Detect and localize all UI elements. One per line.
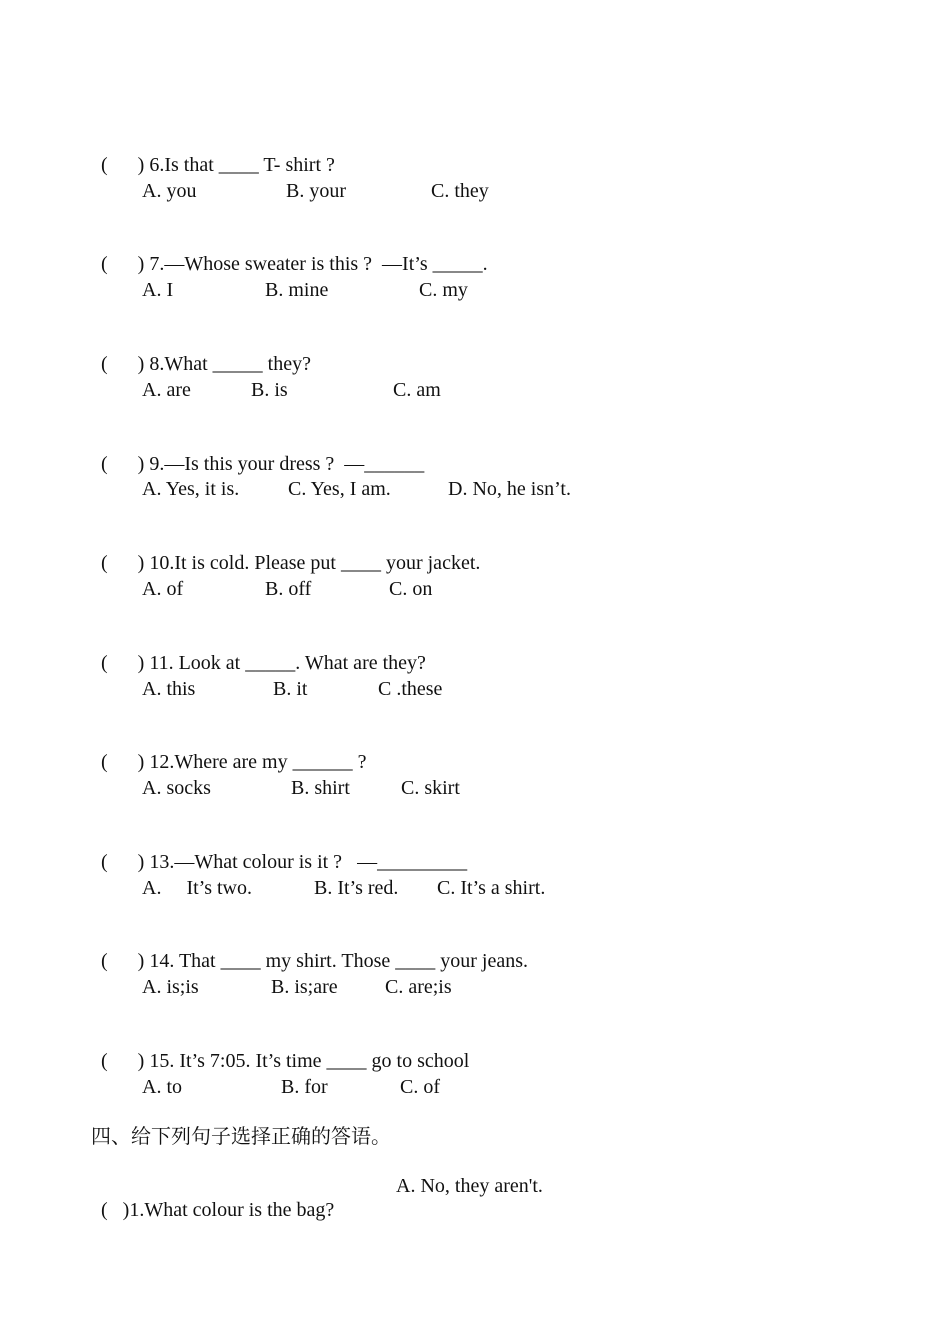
question-text: 13.—What colour is it ? —_________ — [149, 851, 468, 873]
option-a: A. Yes, it is. — [142, 478, 240, 500]
option-c: C. It’s a shirt. — [437, 877, 546, 899]
option-a: A. of — [142, 578, 184, 600]
option-b: B. your — [286, 180, 346, 202]
option-d: D. No, he isn’t. — [448, 478, 571, 500]
option-b: B. is — [251, 379, 288, 401]
options-line — [142, 179, 662, 203]
option-c: C. Yes, I am. — [288, 478, 391, 500]
option-a: A. is;is — [142, 976, 199, 998]
option-c: C. they — [431, 180, 489, 202]
answer-bracket[interactable]: ( ) — [101, 950, 150, 972]
option-b: B. It’s red. — [314, 877, 399, 899]
answer-bracket[interactable]: ( ) — [101, 1050, 150, 1072]
options-line — [142, 577, 662, 601]
option-c: C. am — [393, 379, 441, 401]
options-line — [142, 278, 662, 302]
question-text: 6.Is that ____ T- shirt ? — [149, 154, 335, 176]
option-a: A. I — [142, 279, 174, 301]
option-a: A. this — [142, 678, 196, 700]
option-c: C. skirt — [401, 777, 460, 799]
options-line — [142, 477, 662, 501]
section-heading: 四、给下列句子选择正确的答语。 — [91, 1124, 391, 1148]
question-text: 15. It’s 7:05. It’s time ____ go to school — [149, 1050, 470, 1072]
answer-bracket[interactable]: ( ) — [101, 652, 150, 674]
option-b: B. off — [265, 578, 312, 600]
options-line — [142, 1075, 662, 1099]
option-b: B. is;are — [271, 976, 338, 998]
option-b: B. shirt — [291, 777, 350, 799]
option-b: B. mine — [265, 279, 329, 301]
match-question-text: 1.What colour is the bag? — [129, 1199, 335, 1221]
option-a: A. you — [142, 180, 197, 202]
option-a: A. It’s two. — [142, 877, 252, 899]
question-line — [91, 826, 467, 874]
question-text: 10.It is cold. Please put ____ your jacket. — [149, 552, 481, 574]
option-c: C. of — [400, 1076, 440, 1098]
option-a: A. to — [142, 1076, 182, 1098]
question-line — [91, 129, 335, 177]
answer-bracket[interactable]: ( ) — [101, 453, 150, 475]
options-line — [142, 876, 662, 900]
option-b: B. for — [281, 1076, 328, 1098]
answer-bracket[interactable]: ( ) — [101, 851, 150, 873]
match-answer-option: A. No, they aren't. — [396, 1175, 543, 1197]
question-text: 11. Look at _____. What are they? — [149, 652, 426, 674]
options-line — [142, 378, 662, 402]
question-text: 14. That ____ my shirt. Those ____ your jeans. — [149, 950, 528, 972]
option-a: A. are — [142, 379, 191, 401]
options-line — [142, 975, 662, 999]
option-c: C. on — [389, 578, 433, 600]
option-c: C. are;is — [385, 976, 452, 998]
answer-bracket[interactable]: ( ) — [101, 253, 150, 275]
question-text: 7.—Whose sweater is this ? —It’s _____. — [149, 253, 488, 275]
question-line — [91, 428, 424, 476]
option-c: C .these — [378, 678, 443, 700]
question-text: 9.—Is this your dress ? —______ — [149, 453, 425, 475]
question-text: 12.Where are my ______ ? — [149, 751, 367, 773]
answer-bracket[interactable]: ( ) — [101, 353, 150, 375]
question-line — [91, 527, 480, 575]
question-line — [91, 627, 426, 675]
option-c: C. my — [419, 279, 468, 301]
options-line — [142, 776, 662, 800]
question-line — [91, 1025, 469, 1073]
question-line — [91, 328, 311, 376]
question-text: 8.What _____ they? — [149, 353, 311, 375]
options-line — [142, 677, 662, 701]
answer-bracket[interactable]: ( ) — [101, 1199, 130, 1221]
question-line — [91, 228, 488, 276]
option-a: A. socks — [142, 777, 211, 799]
answer-bracket[interactable]: ( ) — [101, 552, 150, 574]
option-b: B. it — [273, 678, 308, 700]
answer-bracket[interactable]: ( ) — [101, 751, 150, 773]
question-line — [91, 925, 528, 973]
question-line — [91, 726, 366, 774]
answer-bracket[interactable]: ( ) — [101, 154, 150, 176]
match-question-line — [91, 1174, 691, 1221]
